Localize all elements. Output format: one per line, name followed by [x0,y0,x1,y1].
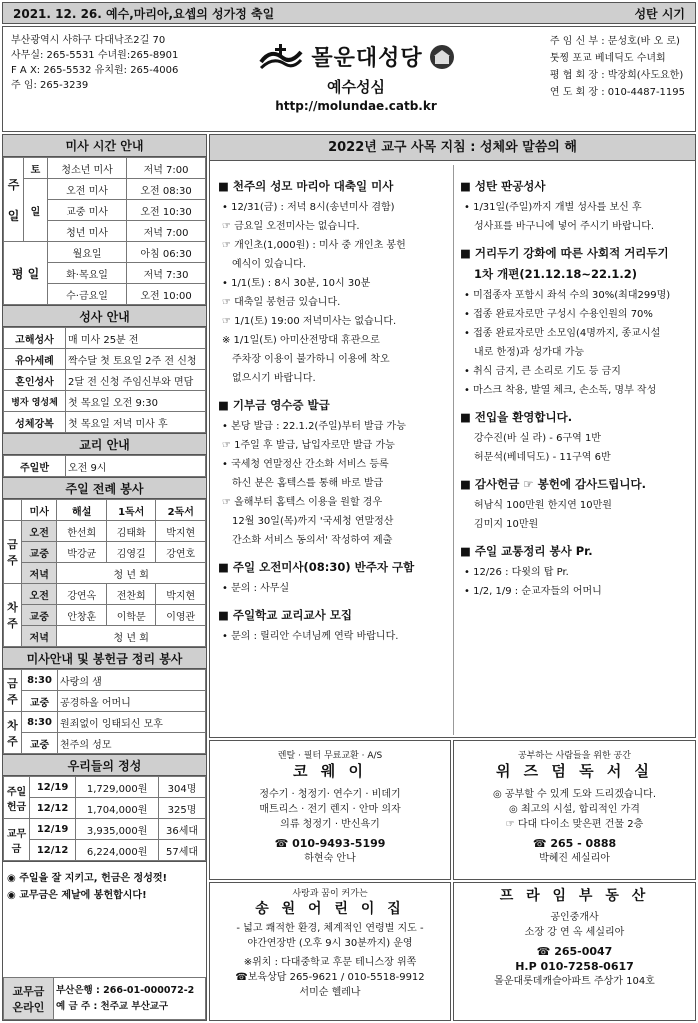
notice-item: • 1/1(토) : 8시 30분, 10시 30분 [222,278,371,289]
doctrine-heading: 교리 안내 [3,433,206,455]
notice-item: ☞ 올해부터 홈텍스 이용을 원할 경우 [222,497,383,508]
address-line: 부산광역시 사하구 다대낙조2길 70 [11,35,166,46]
ad-songwon-daycare: 사랑과 꿈이 커가는 송 원 어 린 이 집 - 넓고 쾌적한 환경, 체계적인 연령별 지도 - 야간연장반 (오후 9시 30분까지) 운영 ※위치 : 다대중학교 후문 테니스장 위쪽 ☎보육상담 265-9621 / 010-5518-9912 서미순 헬레나 [209,882,451,1021]
staff-block [550,33,685,101]
staff-line: 평 협 회 장 : 박장희(사도요한) [549,70,684,81]
notice-item: • 문의 : 사무실 [222,583,290,594]
mass-times-table: 주 일 토 청소년 미사 저녁 7:00 일 오전 미사 오전 08:30 교중 미사 오전 10:30 청년 미사 저녁 7:00 평 일 월요일 아침 06:30 화·목요일 저녁 7:30 수·금요일 오전 10:00 [3,157,206,305]
doctrine-table: 주일반 오전 9시 [3,455,206,477]
notice-item: 허남식 100만원 한지연 10만원 [474,500,612,511]
staff-line: 연 도 회 장 : 010-4487-1195 [549,87,685,98]
issue-date: 2021. 12. 26. 예수,마리아,요셉의 성가정 축일 [13,6,275,21]
notice-section-heading: ■ 기부금 영수증 발급 [218,398,330,412]
notice-item: • 1/2, 1/9 : 순교자들의 어머니 [464,586,602,597]
left-column [2,134,207,1021]
masthead [2,26,696,132]
notice-item: 성사표를 바구니에 넣어 주시기 바랍니다. [474,221,655,232]
notice-item: 하신 분은 홈텍스를 통해 바로 발급 [232,478,384,489]
notice-item: • 12/31(금) : 저녁 8시(송년미사 겸함) [222,202,395,213]
notice-item: 김미지 10만원 [474,519,539,530]
notice-section-heading: ■ 전입을 환영합니다. [460,410,573,424]
notice-right-column [460,169,692,601]
notice-item: ☞ 대축일 봉헌금 있습니다. [222,297,341,308]
ad-prime-realty: 프 라 임 부 동 산 공인중개사 소장 강 연 옥 세실리아 ☎ 265-0047 H.P 010-7258-0617 몰운대롯데캐슬아파트 주상가 104호 [453,882,696,1021]
staff-line: 주 임 신 부 : 문성호(바 오 로) [549,36,680,47]
notice-panel [209,134,696,738]
offering-notes: ◉ 주일을 잘 지키고, 헌금은 정성껏! ◉ 교무금은 제날에 봉헌합시다! [3,861,206,912]
notice-item: 없으시기 바랍니다. [232,373,316,384]
guide-service-table: 금주 8:30 사랑의 샘 교중 공경하올 어머니 차주 8:30 원죄없이 잉태되신 모후 교중 천주의 성모 [3,669,206,754]
notice-item: 12월 30일(목)까지 '국세청 연말정산 [232,516,394,527]
notice-item: • 문의 : 릴리안 수녀님께 연락 바랍니다. [222,631,399,642]
notice-item: ☞ 개인초(1,000원) : 미사 중 개인초 봉헌 [222,240,406,251]
notice-section-heading: ■ 주일학교 교리교사 모집 [218,608,352,622]
notice-item: ☞ 1주일 후 발급, 납입자로만 발급 가능 [222,440,395,451]
altar-service-heading: 주일 전례 봉사 [3,477,206,499]
season-label: 성탄 시기 [634,6,685,21]
notice-item: • 접종 완료자로만 구성시 수용인원의 70% [464,309,653,320]
notice-section-heading: ■ 거리두기 강화에 따른 사회적 거리두기 [460,246,669,260]
notice-item: 강수진(바 실 라) - 6구역 1반 [474,433,601,444]
notice-item: • 1/31일(주일)까지 개별 성사를 보신 후 [464,202,642,213]
notice-item: • 미접종자 포함시 좌석 수의 30%(최대299명) [464,290,671,301]
notice-item: 허문석(베네딕도) - 11구역 6반 [474,452,611,463]
notice-item: ☞ 금요일 오전미사는 없습니다. [222,221,360,232]
notice-section-heading: ■ 주일 오전미사(08:30) 반주자 구함 [218,560,415,574]
pastor-phone-line: 주 임: 265-3239 [11,80,89,91]
parish-url[interactable]: http://molundae.catb.kr [275,99,437,113]
notice-section-heading: ■ 주일 교통정리 봉사 Pr. [460,544,593,558]
notice-item: • 본당 발급 : 22.1.2(주일)부터 발급 가능 [222,421,406,432]
notice-section-subheading: 1차 개편(21.12.18~22.1.2) [474,267,637,281]
notice-section-heading: ■ 천주의 성모 마리아 대축일 미사 [218,179,394,193]
notice-item: • 접종 완료자로만 소모임(4명까지, 종교시설 [464,328,661,339]
sacrament-table: 고해성사 매 미사 25분 전 유아세례 짝수달 첫 토요일 2주 전 신청 혼인성사 2달 전 신청 주임신부와 면담 병자 영성체 첫 목요일 오전 9:30 성체강복 첫 목요일 저녁 미사 후 [3,327,206,433]
notice-item: • 12/26 : 다윗의 탑 Pr. [464,567,569,578]
notice-item: • 취식 금지, 큰 소리로 기도 등 금지 [464,366,621,377]
phone-line: 사무실: 265-5531 수녀원:265-8901 [11,50,179,61]
notice-item: 예식이 있습니다. [232,259,306,270]
church-title-block [241,41,471,113]
notice-item: 내로 한정)과 성가대 가능 [474,347,585,358]
church-building-icon [429,44,455,70]
offering-heading: 우리들의 정성 [3,754,206,776]
parish-subtitle: 예수성심 [327,78,385,96]
online-payment-table: 교무금 온라인 부산은행 : 266-01-000072-2 예 금 주 : 천주교 부산교구 [3,977,206,1020]
contact-block [11,33,178,93]
top-bar [2,2,696,24]
ad-coway: 렌탈 · 필터 무료교환 · A/S 코 웨 이 정수기 · 청정기· 연수기 · 비데기 매트리스 · 전기 렌지 · 안마 의자 의류 청정기 · 반신욕기 ☎ 010-9493-5199 하현숙 안나 [209,740,451,880]
notice-item: ☞ 1/1(토) 19:00 저녁미사는 없습니다. [222,316,397,327]
ad-wisdom-study-room: 공부하는 사람들을 위한 공간 위 즈 덤 독 서 실 ◎ 공부할 수 있게 도와 드리겠습니다. ◎ 최고의 시설, 합리적인 가격 ☞ 다대 다이소 맞은편 건물 2층 ☎ 265 - 0888 박혜진 세실리아 [453,740,696,880]
notice-item: 주차장 이용이 불가하니 이용에 착오 [232,354,390,365]
church-name: 몰운대성당 [311,46,423,71]
offering-table: 주일헌금 12/19 1,729,000원 304명 12/12 1,704,000원 325명 교무금 12/19 3,935,000원 36세대 12/12 6,224,000원 57세대 [3,776,206,861]
notice-left-column [218,169,450,646]
fax-line: F A X: 265-5532 유치원: 265-4006 [11,65,179,76]
notice-item: 간소화 서비스 동의서' 작성하여 제출 [232,535,393,546]
staff-line: 툿찡 포교 베네딕도 수녀회 [549,53,666,64]
altar-service-table: 미사 해설 1독서 2독서 금주 오전 한선희 김태화 박지현 교중 박강균 김영길 강연호 저녁 청 년 회 차주 오전 강연옥 전찬희 박지현 교중 안창훈 이학문 이영관 저녁 청 년 회 [3,499,206,647]
notice-section-heading: ■ 감사헌금 ☞ 봉헌에 감사드립니다. [460,477,646,491]
notice-item: • 국세청 연말정산 간소화 서비스 등록 [222,459,389,470]
guide-service-heading: 미사안내 및 봉헌금 정리 봉사 [3,647,206,669]
notice-item: ※ 1/1일(토) 아미산전망대 휴관으로 [222,335,380,346]
mass-times-heading: 미사 시간 안내 [3,135,206,157]
sacrament-heading: 성사 안내 [3,305,206,327]
notice-item: • 마스크 착용, 발열 체크, 손소독, 명부 작성 [464,385,657,396]
pastoral-theme-heading: 2022년 교구 사목 지침 : 성체와 말씀의 해 [210,135,695,161]
notice-section-heading: ■ 성탄 판공성사 [460,179,546,193]
church-logo-icon [257,42,305,72]
